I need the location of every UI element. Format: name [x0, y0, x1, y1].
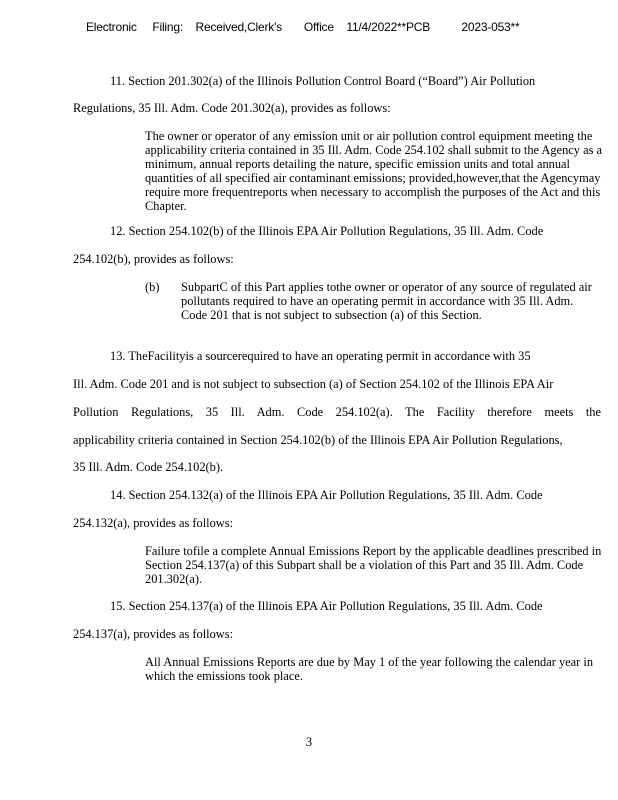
paragraph-13-line-3-text: Pollution Regulations, 35 Ill. Adm. Code 254.102(a). The Facility therefore meets the [73, 405, 601, 419]
block-quote-254-102b: SubpartC of this Part applies tothe owner or operator of any source of regulated air pollutants required to have an operating permit in accordance with 35 Ill. Adm. Code 201 that is not subject to subsection (a) of this Section. [181, 280, 592, 322]
paragraph-13-line-4: applicability criteria contained in Section 254.102(b) of the Illinois EPA Air Pollution Regulations, [73, 433, 563, 447]
paragraph-13-line-1: 13. TheFacilityis a sourcerequired to have an operating permit in accordance with 35 [110, 349, 531, 363]
block-quote-201-302: The owner or operator of any emission unit or air pollution control equipment meeting the applicability criteria contained in 35 Ill. Adm. Code 254.102 shall submit to the Agency as a minimum, annual reports detailing the nature, specific emission units and total annual quantities of all specified air contaminant emissions; provided,however,that the Agencymay require more frequentreports when necessary to accomplish the purposes of the Act and this Chapter. [145, 129, 602, 213]
paragraph-15-line-1: 15. Section 254.137(a) of the Illinois EPA Air Pollution Regulations, 35 Ill. Adm. Code [110, 599, 543, 613]
paragraph-13-line-2: Ill. Adm. Code 201 and is not subject to subsection (a) of Section 254.102 of the Illinois EPA Air [73, 377, 554, 391]
page-number: 3 [305, 735, 313, 749]
paragraph-13-line-3 [73, 405, 601, 419]
paragraph-12-line-1: 12. Section 254.102(b) of the Illinois EPA Air Pollution Regulations, 35 Ill. Adm. Code [110, 224, 544, 238]
paragraph-13-line-5: 35 Ill. Adm. Code 254.102(b). [73, 460, 224, 474]
block-quote-254-137a: All Annual Emissions Reports are due by May 1 of the year following the calendar year in which the emissions took place. [145, 655, 594, 683]
filing-stamp-header: Electronic Filing: Received,Clerk's Office 11/4/2022**PCB 2023-053** [86, 20, 520, 34]
subsection-label: (b) [145, 280, 160, 294]
block-quote-254-132a: Failure tofile a complete Annual Emissions Report by the applicable deadlines prescribed in Section 254.137(a) of this Subpart shall be a violation of this Part and 35 Ill. Adm. Code 201.302(a). [145, 544, 602, 586]
paragraph-14-line-2: 254.132(a), provides as follows: [73, 516, 234, 530]
paragraph-14-line-1: 14. Section 254.132(a) of the Illinois EPA Air Pollution Regulations, 35 Ill. Adm. Code [110, 488, 543, 502]
paragraph-11-line-1: 11. Section 201.302(a) of the Illinois Pollution Control Board (“Board”) Air Pollution [110, 74, 536, 88]
paragraph-15-line-2: 254.137(a), provides as follows: [73, 627, 234, 641]
paragraph-11-line-2: Regulations, 35 Ill. Adm. Code 201.302(a), provides as follows: [73, 101, 391, 115]
paragraph-12-line-2: 254.102(b), provides as follows: [73, 252, 234, 266]
